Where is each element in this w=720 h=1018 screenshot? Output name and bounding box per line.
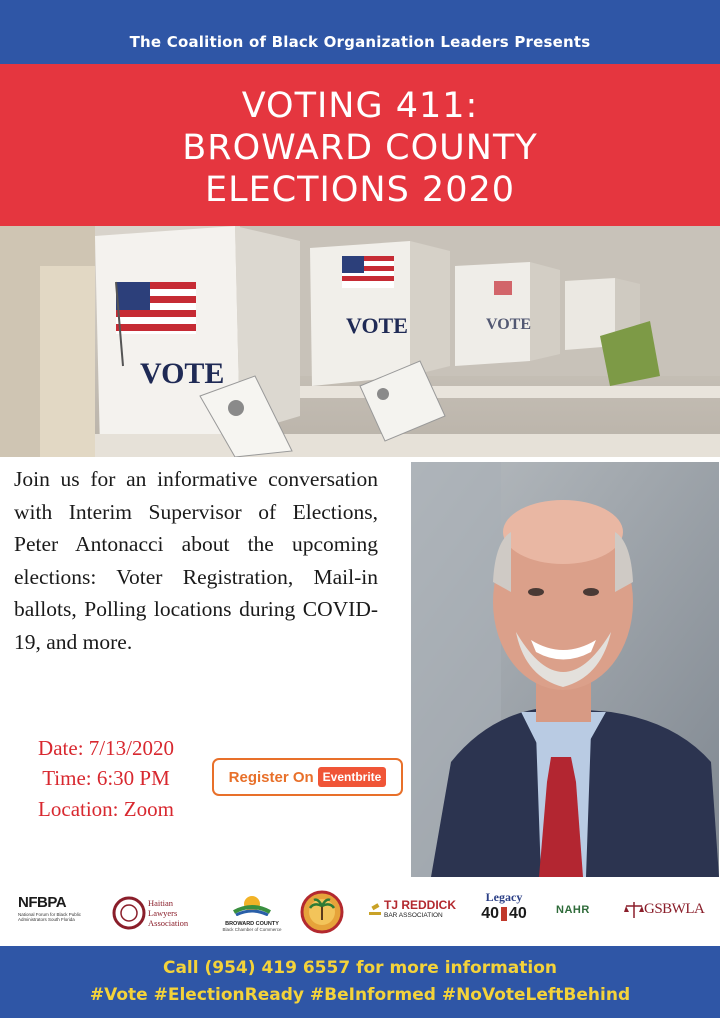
event-description: Join us for an informative conversation with Interim Supervisor of Elections, Peter Antonacci about the upcoming elections: Voter Registration, Mail-in ballots, Polling locations during COVID-19, and more. (14, 467, 378, 654)
bottom-banner (0, 946, 720, 1018)
sunrise-icon (232, 890, 272, 916)
register-button[interactable] (212, 758, 403, 796)
top-banner (0, 0, 720, 64)
eventbrite-badge: Eventbrite (318, 767, 387, 787)
speaker-portrait (411, 462, 719, 877)
scales-icon (624, 900, 644, 920)
seal-icon (112, 896, 146, 930)
booth-label-3: VOTE (486, 316, 532, 333)
booth-label-2: VOTE (346, 313, 408, 338)
legacy-40-logo: Legacy 40 40 (481, 890, 527, 922)
register-label: Register On (228, 768, 314, 786)
title-line-1: VOTING 411: (241, 86, 479, 126)
title-line-3: ELECTIONS 2020 (204, 170, 515, 210)
palm-tree-icon (300, 890, 344, 934)
hashtags-line: #Vote #ElectionReady #BeInformed #NoVoteLeftBehind (89, 985, 631, 1005)
contact-line: Call (954) 419 6557 for more information (162, 958, 557, 978)
event-location: Location: Zoom (38, 797, 174, 821)
presenter-text: The Coalition of Black Organization Leaders Presents (129, 33, 591, 51)
sponsor-logos: NFBPA National Forum for Black Public Administrators South Florida Haitian Lawyers Association BROWARD COUNTY Black Chamber of Commerce TJ REDDICK BAR ASSOCIATION Legacy 40 40 NAHR GSBWLA (0, 882, 720, 946)
haitian-lawyers-logo: Haitian Lawyers Association (112, 896, 204, 932)
broward-chamber-logo: BROWARD COUNTY Black Chamber of Commerce (218, 890, 286, 932)
nfbpa-logo: NFBPA National Forum for Black Public Administrators South Florida (18, 894, 82, 922)
event-time: Time: 6:30 PM (42, 766, 170, 790)
palm-seal-logo (300, 890, 344, 939)
nahr-logo: NAHR (556, 904, 590, 916)
event-date: Date: 7/13/2020 (38, 736, 174, 760)
title-line-2: BROWARD COUNTY (182, 128, 538, 168)
booth-label-1: VOTE (140, 357, 225, 390)
gavel-icon (368, 902, 382, 916)
voting-booths-photo (0, 226, 720, 457)
flag-icon (342, 256, 394, 288)
